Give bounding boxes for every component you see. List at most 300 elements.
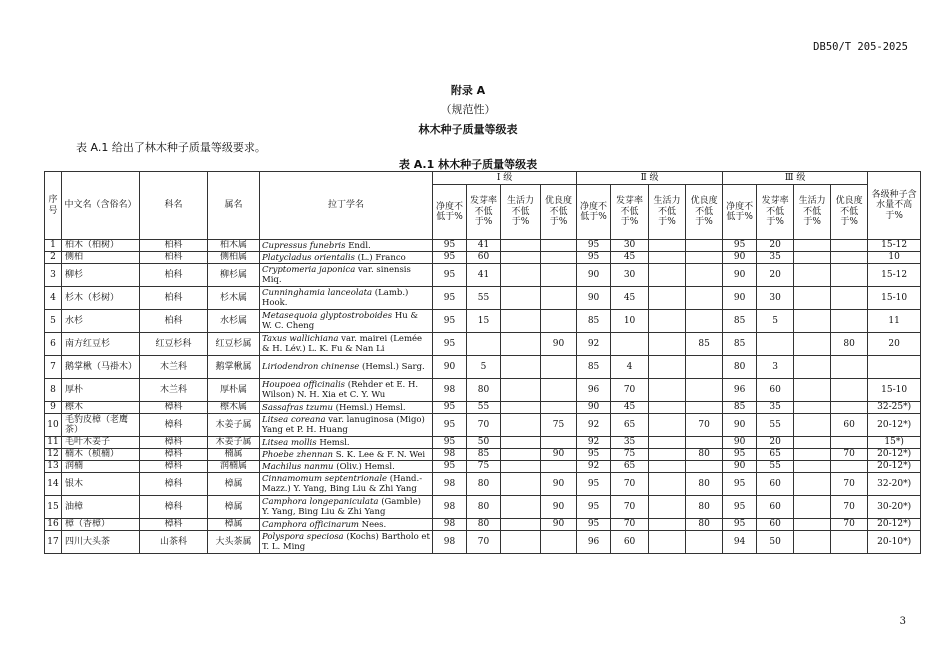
table-row [45, 252, 921, 264]
germination-value: 70 [611, 473, 649, 496]
purity-value: 95 [433, 333, 467, 356]
viability-value [501, 519, 541, 531]
soundness-value [686, 287, 723, 310]
soundness-value: 90 [541, 449, 577, 461]
germination-value: 65 [611, 414, 649, 437]
viability-value [794, 252, 831, 264]
latin-binomial: Machilus nanmu [262, 461, 334, 472]
purity-value: 90 [723, 461, 757, 473]
latin-binomial: Liriodendron chinense [262, 362, 360, 372]
moisture-value: 20-12*) [868, 461, 921, 473]
soundness-value [541, 461, 577, 473]
genus-name: 润楠属 [208, 461, 260, 473]
table-row [45, 519, 921, 531]
latin-authority: (Gamble) Y. Yang, Bing Liu & Zhi Yang [262, 497, 421, 517]
header-germination-g1: 发芽率不低于% [467, 185, 501, 240]
family-name: 山茶科 [140, 531, 208, 554]
genus-name: 柏木属 [208, 240, 260, 252]
germination-value: 45 [611, 402, 649, 414]
soundness-value: 70 [831, 449, 868, 461]
genus-name: 杉木属 [208, 287, 260, 310]
viability-value [794, 333, 831, 356]
header-purity-g1: 净度不低于% [433, 185, 467, 240]
family-name: 柏科 [140, 264, 208, 287]
appendix-subject: 林木种子质量等级表 [418, 123, 518, 136]
viability-value [501, 473, 541, 496]
germination-value: 30 [757, 287, 794, 310]
genus-name: 侧柏属 [208, 252, 260, 264]
header-family: 科名 [140, 172, 208, 240]
latin-authority: (Rehder et E. H. Wilson) N. H. Xia et C. Y. Wu [262, 380, 419, 400]
soundness-value [686, 356, 723, 379]
family-name: 樟科 [140, 437, 208, 449]
soundness-value [541, 240, 577, 252]
germination-value: 60 [757, 519, 794, 531]
family-name: 木兰科 [140, 356, 208, 379]
purity-value: 95 [723, 519, 757, 531]
purity-value: 90 [723, 252, 757, 264]
viability-value [501, 414, 541, 437]
soundness-value: 90 [541, 473, 577, 496]
soundness-value [831, 461, 868, 473]
purity-value: 95 [723, 473, 757, 496]
viability-value [501, 461, 541, 473]
viability-value [794, 473, 831, 496]
header-cn-name: 中文名（含俗名） [62, 172, 140, 240]
row-number: 7 [45, 356, 62, 379]
table-row [45, 414, 921, 437]
germination-value: 45 [611, 287, 649, 310]
latin-name [260, 379, 433, 402]
latin-binomial: Taxus wallichiana [262, 334, 339, 344]
table-row [45, 531, 921, 554]
purity-value: 95 [433, 414, 467, 437]
germination-value: 20 [757, 437, 794, 449]
soundness-value [831, 379, 868, 402]
viability-value [794, 379, 831, 402]
latin-authority: (Hemsl.) Hemsl. [332, 402, 406, 413]
soundness-value: 90 [541, 333, 577, 356]
chinese-name: 柳杉 [62, 264, 140, 287]
germination-value: 80 [467, 496, 501, 519]
latin-binomial: Litsea mollis [262, 437, 317, 448]
row-number: 1 [45, 240, 62, 252]
germination-value: 5 [757, 310, 794, 333]
latin-binomial: Cinnamomum septentrionale [262, 474, 388, 484]
row-number: 8 [45, 379, 62, 402]
latin-name [260, 264, 433, 287]
viability-value [794, 414, 831, 437]
row-number: 16 [45, 519, 62, 531]
purity-value: 96 [577, 379, 611, 402]
moisture-value: 11 [868, 310, 921, 333]
chinese-name: 柏木（柏树） [62, 240, 140, 252]
viability-value [794, 310, 831, 333]
header-latin: 拉丁学名 [260, 172, 433, 240]
germination-value: 80 [467, 519, 501, 531]
family-name: 樟科 [140, 519, 208, 531]
latin-binomial: Camphora officinarum [262, 519, 359, 530]
latin-name [260, 449, 433, 461]
latin-authority: Hemsl. [316, 437, 350, 448]
viability-value [501, 333, 541, 356]
viability-value [794, 437, 831, 449]
chinese-name: 银木 [62, 473, 140, 496]
row-number: 2 [45, 252, 62, 264]
purity-value: 90 [577, 402, 611, 414]
family-name: 柏科 [140, 240, 208, 252]
viability-value [794, 402, 831, 414]
viability-value [501, 496, 541, 519]
soundness-value [686, 264, 723, 287]
viability-value [501, 449, 541, 461]
soundness-value [541, 264, 577, 287]
purity-value: 96 [577, 531, 611, 554]
moisture-value: 20-10*) [868, 531, 921, 554]
germination-value: 41 [467, 240, 501, 252]
germination-value: 35 [757, 402, 794, 414]
latin-authority: var. sinensis Miq. [262, 265, 411, 285]
genus-name: 檫木属 [208, 402, 260, 414]
latin-name [260, 414, 433, 437]
purity-value: 95 [433, 264, 467, 287]
germination-value: 75 [611, 449, 649, 461]
chinese-name: 杉木（杉树） [62, 287, 140, 310]
viability-value [794, 496, 831, 519]
germination-value: 70 [467, 414, 501, 437]
viability-value [649, 461, 686, 473]
purity-value: 98 [433, 449, 467, 461]
germination-value: 70 [467, 531, 501, 554]
germination-value: 60 [611, 531, 649, 554]
viability-value [649, 310, 686, 333]
row-number: 9 [45, 402, 62, 414]
germination-value: 65 [611, 461, 649, 473]
viability-value [649, 333, 686, 356]
table-row [45, 402, 921, 414]
family-name: 樟科 [140, 461, 208, 473]
family-name: 红豆杉科 [140, 333, 208, 356]
purity-value: 95 [433, 252, 467, 264]
latin-binomial: Metasequoia glyptostroboides [262, 311, 393, 321]
table-row [45, 461, 921, 473]
latin-authority: (Lamb.) Hook. [262, 288, 409, 308]
table-row [45, 473, 921, 496]
soundness-value [686, 310, 723, 333]
soundness-value [686, 461, 723, 473]
latin-authority: Endl. [345, 240, 371, 251]
moisture-value: 32-20*) [868, 473, 921, 496]
latin-name [260, 496, 433, 519]
purity-value: 90 [723, 437, 757, 449]
purity-value: 98 [433, 473, 467, 496]
viability-value [501, 310, 541, 333]
row-number: 13 [45, 461, 62, 473]
soundness-value: 80 [686, 519, 723, 531]
chinese-name: 毛豹皮樟（老鹰茶） [62, 414, 140, 437]
germination-value: 70 [611, 496, 649, 519]
header-viability-g3: 生活力不低于% [794, 185, 831, 240]
germination-value: 30 [611, 264, 649, 287]
row-number: 11 [45, 437, 62, 449]
germination-value: 50 [757, 531, 794, 554]
purity-value: 95 [577, 496, 611, 519]
genus-name: 樟属 [208, 519, 260, 531]
viability-value [649, 449, 686, 461]
family-name: 樟科 [140, 473, 208, 496]
family-name: 樟科 [140, 402, 208, 414]
soundness-value [686, 379, 723, 402]
soundness-value: 70 [831, 473, 868, 496]
chinese-name: 南方红豆杉 [62, 333, 140, 356]
family-name: 樟科 [140, 449, 208, 461]
latin-authority: (L.) Franco [354, 252, 406, 263]
viability-value [794, 240, 831, 252]
chinese-name: 毛叶木姜子 [62, 437, 140, 449]
latin-name [260, 473, 433, 496]
chinese-name: 润楠 [62, 461, 140, 473]
viability-value [794, 519, 831, 531]
header-soundness-g2: 优良度不低于% [686, 185, 723, 240]
germination-value: 80 [467, 379, 501, 402]
germination-value: 3 [757, 356, 794, 379]
viability-value [501, 252, 541, 264]
viability-value [794, 287, 831, 310]
moisture-value: 15-10 [868, 287, 921, 310]
purity-value: 90 [577, 264, 611, 287]
soundness-value: 80 [831, 333, 868, 356]
soundness-value [831, 402, 868, 414]
row-number: 14 [45, 473, 62, 496]
purity-value: 90 [723, 264, 757, 287]
germination-value: 55 [757, 414, 794, 437]
germination-value: 60 [757, 496, 794, 519]
header-genus: 属名 [208, 172, 260, 240]
germination-value: 20 [757, 264, 794, 287]
germination-value: 20 [757, 240, 794, 252]
genus-name: 楠属 [208, 449, 260, 461]
purity-value: 92 [577, 461, 611, 473]
soundness-value [831, 252, 868, 264]
moisture-value: 20-12*) [868, 519, 921, 531]
viability-value [649, 240, 686, 252]
purity-value: 95 [433, 287, 467, 310]
purity-value: 92 [577, 333, 611, 356]
moisture-value: 15*) [868, 437, 921, 449]
soundness-value [541, 310, 577, 333]
soundness-value: 90 [541, 496, 577, 519]
viability-value [501, 437, 541, 449]
latin-authority: Hu & W. C. Cheng [262, 311, 418, 331]
latin-name [260, 519, 433, 531]
chinese-name: 四川大头茶 [62, 531, 140, 554]
genus-name: 樟属 [208, 473, 260, 496]
chinese-name: 鹅掌楸（马褂木） [62, 356, 140, 379]
viability-value [794, 449, 831, 461]
purity-value: 95 [433, 402, 467, 414]
purity-value: 90 [723, 287, 757, 310]
header-viability-g2: 生活力不低于% [649, 185, 686, 240]
soundness-value [686, 437, 723, 449]
moisture-value: 15-12 [868, 240, 921, 252]
genus-name: 水杉属 [208, 310, 260, 333]
germination-value: 65 [757, 449, 794, 461]
purity-value: 85 [723, 310, 757, 333]
germination-value: 60 [467, 252, 501, 264]
table-row [45, 437, 921, 449]
latin-binomial: Platycladus orientalis [262, 252, 355, 263]
chinese-name: 厚朴 [62, 379, 140, 402]
moisture-value: 30-20*) [868, 496, 921, 519]
purity-value: 98 [433, 379, 467, 402]
purity-value: 90 [723, 414, 757, 437]
viability-value [649, 402, 686, 414]
germination-value: 70 [611, 519, 649, 531]
chinese-name: 檫木 [62, 402, 140, 414]
germination-value: 55 [757, 461, 794, 473]
purity-value: 95 [577, 449, 611, 461]
latin-name [260, 310, 433, 333]
latin-authority: (Kochs) Bartholo et T. L. Ming [262, 532, 430, 552]
soundness-value [541, 379, 577, 402]
genus-name: 大头茶属 [208, 531, 260, 554]
table-row [45, 496, 921, 519]
soundness-value [831, 356, 868, 379]
viability-value [649, 379, 686, 402]
purity-value: 95 [433, 461, 467, 473]
soundness-value [541, 287, 577, 310]
appendix-type: （规范性） [440, 103, 496, 116]
intro-text: 表 A.1 给出了林木种子质量等级要求。 [76, 141, 266, 154]
germination-value: 4 [611, 356, 649, 379]
germination-value: 10 [611, 310, 649, 333]
viability-value [794, 264, 831, 287]
viability-value [794, 461, 831, 473]
purity-value: 92 [577, 437, 611, 449]
genus-name: 柳杉属 [208, 264, 260, 287]
germination-value: 75 [467, 461, 501, 473]
header-seq: 序号 [45, 172, 62, 240]
header-purity-g2: 净度不低于% [577, 185, 611, 240]
latin-binomial: Camphora longepaniculata [262, 497, 379, 507]
table-row [45, 264, 921, 287]
row-number: 3 [45, 264, 62, 287]
genus-name: 樟属 [208, 496, 260, 519]
viability-value [649, 264, 686, 287]
purity-value: 95 [577, 252, 611, 264]
viability-value [794, 356, 831, 379]
header-soundness-g3: 优良度不低于% [831, 185, 868, 240]
soundness-value: 80 [686, 496, 723, 519]
moisture-value [868, 356, 921, 379]
latin-authority: (Hand.-Mazz.) Y. Yang, Bing Liu & Zhi Yang [262, 474, 423, 494]
latin-name [260, 531, 433, 554]
table-row [45, 356, 921, 379]
germination-value: 70 [611, 379, 649, 402]
soundness-value: 60 [831, 414, 868, 437]
table-row [45, 287, 921, 310]
latin-authority: Nees. [358, 519, 387, 530]
germination-value: 15 [467, 310, 501, 333]
header-germination-g2: 发芽率不低于% [611, 185, 649, 240]
purity-value: 98 [433, 496, 467, 519]
purity-value: 95 [723, 496, 757, 519]
viability-value [794, 531, 831, 554]
viability-value [649, 414, 686, 437]
viability-value [501, 287, 541, 310]
moisture-value: 20 [868, 333, 921, 356]
seed-quality-table [44, 171, 921, 554]
header-purity-g3: 净度不低于% [723, 185, 757, 240]
viability-value [501, 379, 541, 402]
family-name: 柏科 [140, 252, 208, 264]
viability-value [501, 264, 541, 287]
moisture-value: 10 [868, 252, 921, 264]
genus-name: 厚朴属 [208, 379, 260, 402]
moisture-value: 20-12*) [868, 449, 921, 461]
row-number: 17 [45, 531, 62, 554]
genus-name: 鹅掌楸属 [208, 356, 260, 379]
purity-value: 96 [723, 379, 757, 402]
purity-value: 90 [577, 287, 611, 310]
purity-value: 95 [433, 310, 467, 333]
viability-value [649, 356, 686, 379]
header-moisture: 各级种子含水量不高于% [868, 172, 921, 240]
moisture-value: 20-12*) [868, 414, 921, 437]
purity-value: 95 [723, 240, 757, 252]
latin-binomial: Litsea coreana [262, 415, 326, 425]
header-grade-3: Ⅲ 级 [723, 172, 868, 185]
soundness-value [686, 240, 723, 252]
viability-value [501, 531, 541, 554]
header-germination-g3: 发芽率不低于% [757, 185, 794, 240]
purity-value: 85 [577, 310, 611, 333]
soundness-value [686, 252, 723, 264]
soundness-value: 70 [831, 496, 868, 519]
germination-value: 80 [467, 473, 501, 496]
appendix-title: 附录 A [450, 84, 486, 97]
latin-name [260, 402, 433, 414]
moisture-value: 15-10 [868, 379, 921, 402]
header-soundness-g1: 优良度不低于% [541, 185, 577, 240]
family-name: 木兰科 [140, 379, 208, 402]
chinese-name: 樟（香樟） [62, 519, 140, 531]
purity-value: 95 [577, 473, 611, 496]
purity-value: 92 [577, 414, 611, 437]
purity-value: 85 [577, 356, 611, 379]
soundness-value: 80 [686, 473, 723, 496]
germination-value: 35 [611, 437, 649, 449]
viability-value [501, 240, 541, 252]
germination-value [611, 333, 649, 356]
purity-value: 94 [723, 531, 757, 554]
soundness-value [541, 402, 577, 414]
genus-name: 木姜子属 [208, 414, 260, 437]
moisture-value: 32-25*) [868, 402, 921, 414]
row-number: 4 [45, 287, 62, 310]
germination-value: 60 [757, 473, 794, 496]
table-row [45, 333, 921, 356]
soundness-value [686, 402, 723, 414]
soundness-value [541, 531, 577, 554]
chinese-name: 油樟 [62, 496, 140, 519]
latin-name [260, 252, 433, 264]
latin-binomial: Cunninghamia lanceolata [262, 288, 373, 298]
soundness-value [541, 437, 577, 449]
latin-name [260, 240, 433, 252]
row-number: 6 [45, 333, 62, 356]
viability-value [649, 287, 686, 310]
